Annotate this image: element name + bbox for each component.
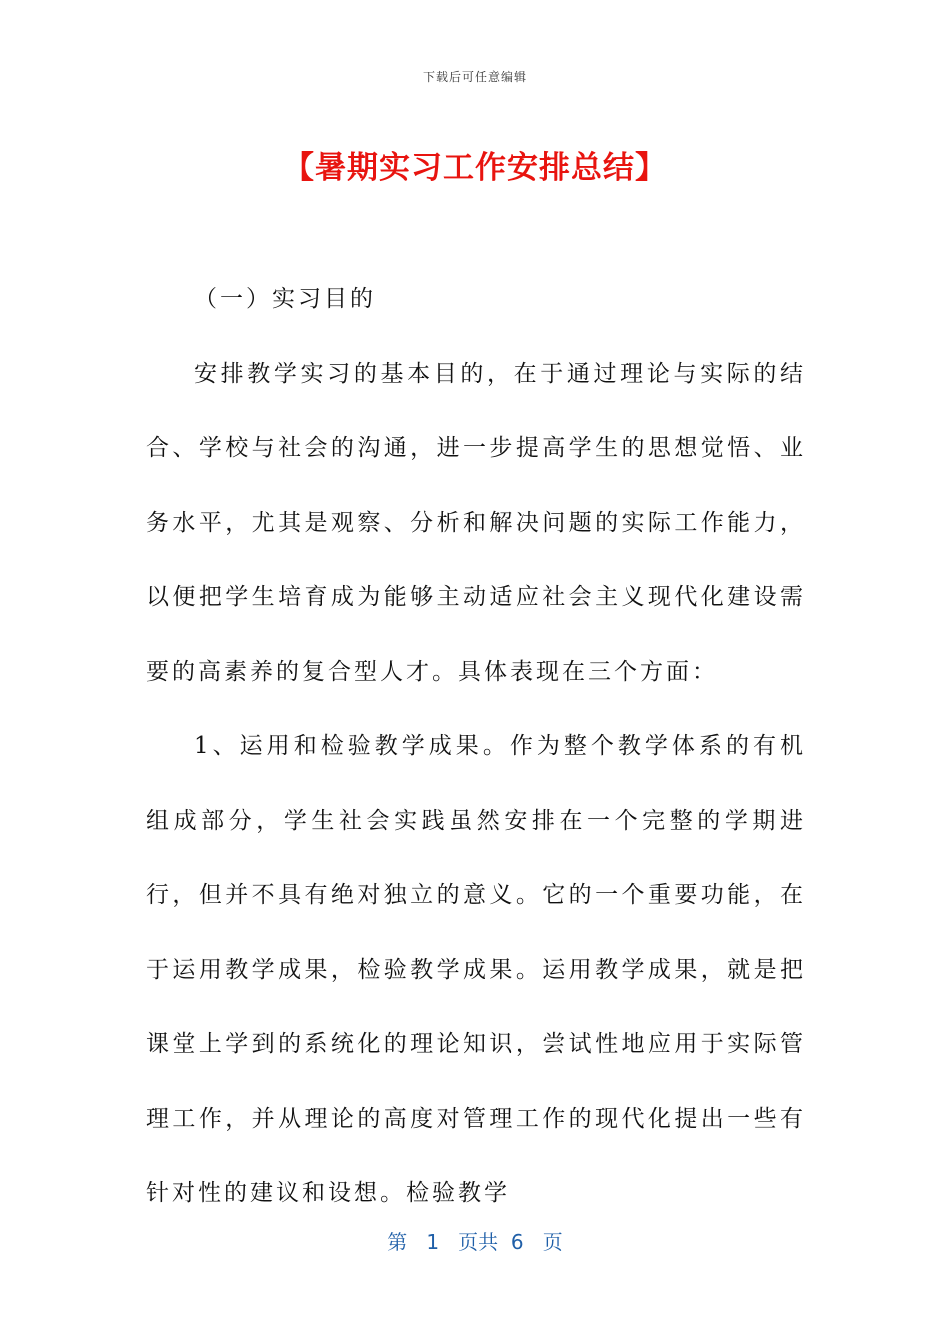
section-heading: （一）实习目的 — [194, 286, 376, 312]
footer-total-pages: 6 — [510, 1230, 524, 1254]
footer-suffix: 页 — [542, 1230, 563, 1254]
footer-mid: 页共 — [458, 1230, 499, 1254]
document-body — [146, 262, 806, 1231]
footer-prefix: 第 — [387, 1230, 408, 1254]
header-note: 下载后可任意编辑 — [422, 70, 527, 84]
document-title: 【暑期实习工作安排总结】 — [283, 150, 667, 186]
footer-page-number: 1 — [426, 1230, 440, 1254]
page-footer — [0, 1226, 950, 1255]
paragraph: 安排教学实习的基本目的，在于通过理论与实际的结合、学校与社会的沟通，进一步提高学生的思想觉悟、业务水平，尤其是观察、分析和解决问题的实际工作能力，以便把学生培育成为能够主动适应社会主义现代化建设需要的高素养的复合型人才。具体表现在三个方面： — [146, 360, 806, 685]
paragraph: 1、运用和检验教学成果。作为整个教学体系的有机组成部分，学生社会实践虽然安排在一个完整的学期进行，但并不具有绝对独立的意义。它的一个重要功能，在于运用教学成果，检验教学成果。运用教学成果，就是把课堂上学到的系统化的理论知识，尝试性地应用于实际管理工作，并从理论的高度对管理工作的现代化提出一些有针对性的建议和设想。检验教学 — [146, 733, 806, 1206]
